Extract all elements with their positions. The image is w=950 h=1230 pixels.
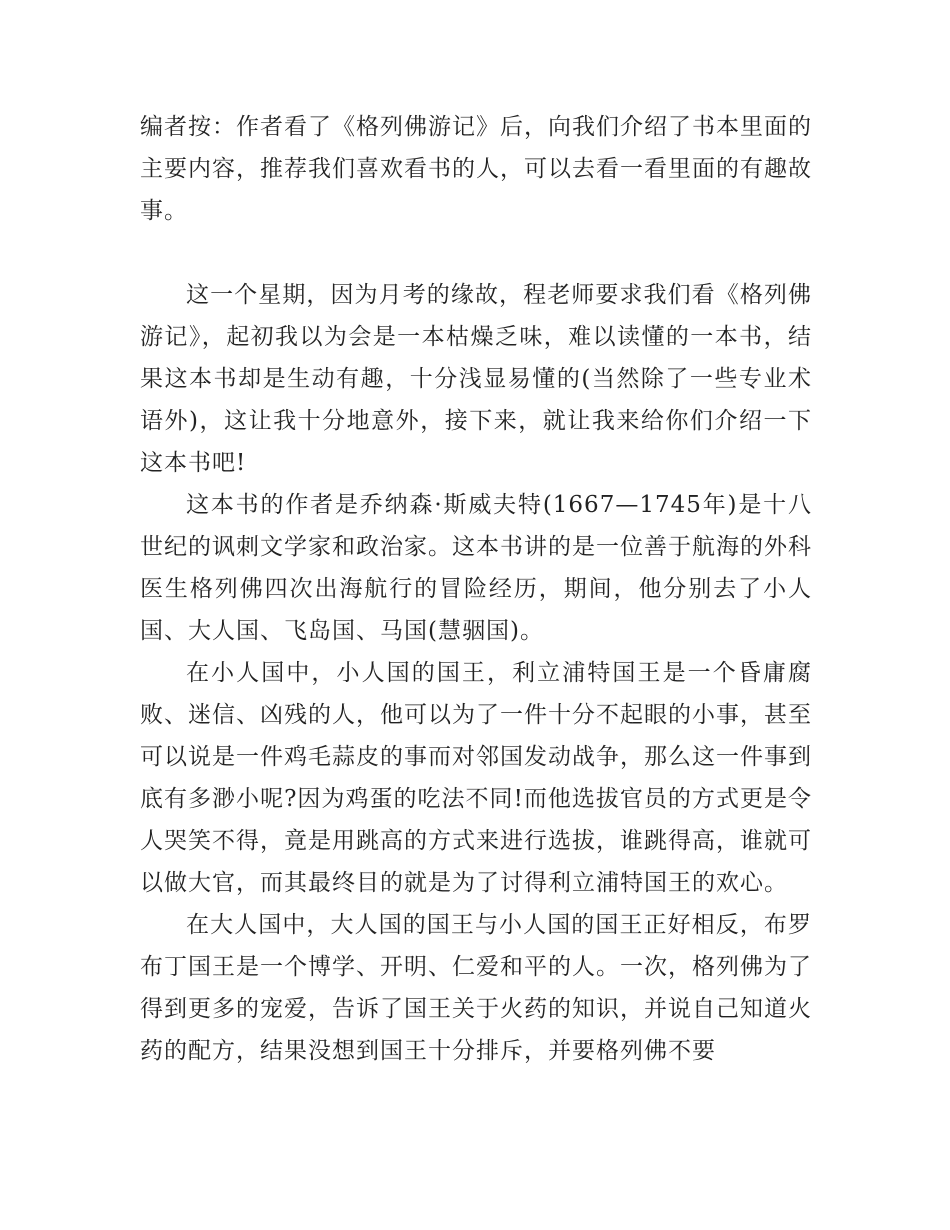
paragraph-lilliput: 在小人国中，小人国的国王，利立浦特国王是一个昏庸腐败、迷信、凶残的人，他可以为了一件十分不起眼的小事，甚至可以说是一件鸡毛蒜皮的事而对邻国发动战争，那么这一件事到底有多渺小呢?因为鸡蛋的吃法不同!而他选拔官员的方式更是令人哭笑不得，竟是用跳高的方式来进行选拔，谁跳得高，谁就可以做大官，而其最终目的就是为了讨得利立浦特国王的欢心。 [140, 660, 812, 896]
editor-note: 编者按：作者看了《格列佛游记》后，向我们介绍了书本里面的主要内容，推荐我们喜欢看书的人，可以去看一看里面的有趣故事。 [140, 114, 812, 224]
paragraph-author: 这本书的作者是乔纳森·斯威夫特(1667—1745年)是十八世纪的讽刺文学家和政治家。这本书讲的是一位善于航海的外科医生格列佛四次出海航行的冒险经历，期间，他分别去了小人国、大人国、飞岛国、马国(慧骃国)。 [140, 492, 812, 644]
document-body [140, 106, 812, 1072]
paragraph-intro: 这一个星期，因为月考的缘故，程老师要求我们看《格列佛游记》，起初我以为会是一本枯燥乏味，难以读懂的一本书，结果这本书却是生动有趣，十分浅显易懂的(当然除了一些专业术语外)，这让我十分地意外，接下来，就让我来给你们介绍一下这本书吧! [140, 282, 812, 476]
paragraph-brobdingnag: 在大人国中，大人国的国王与小人国的国王正好相反，布罗布丁国王是一个博学、开明、仁爱和平的人。一次，格列佛为了得到更多的宠爱，告诉了国王关于火药的知识，并说自己知道火药的配方，结果没想到国王十分排斥，并要格列佛不要 [140, 912, 812, 1064]
